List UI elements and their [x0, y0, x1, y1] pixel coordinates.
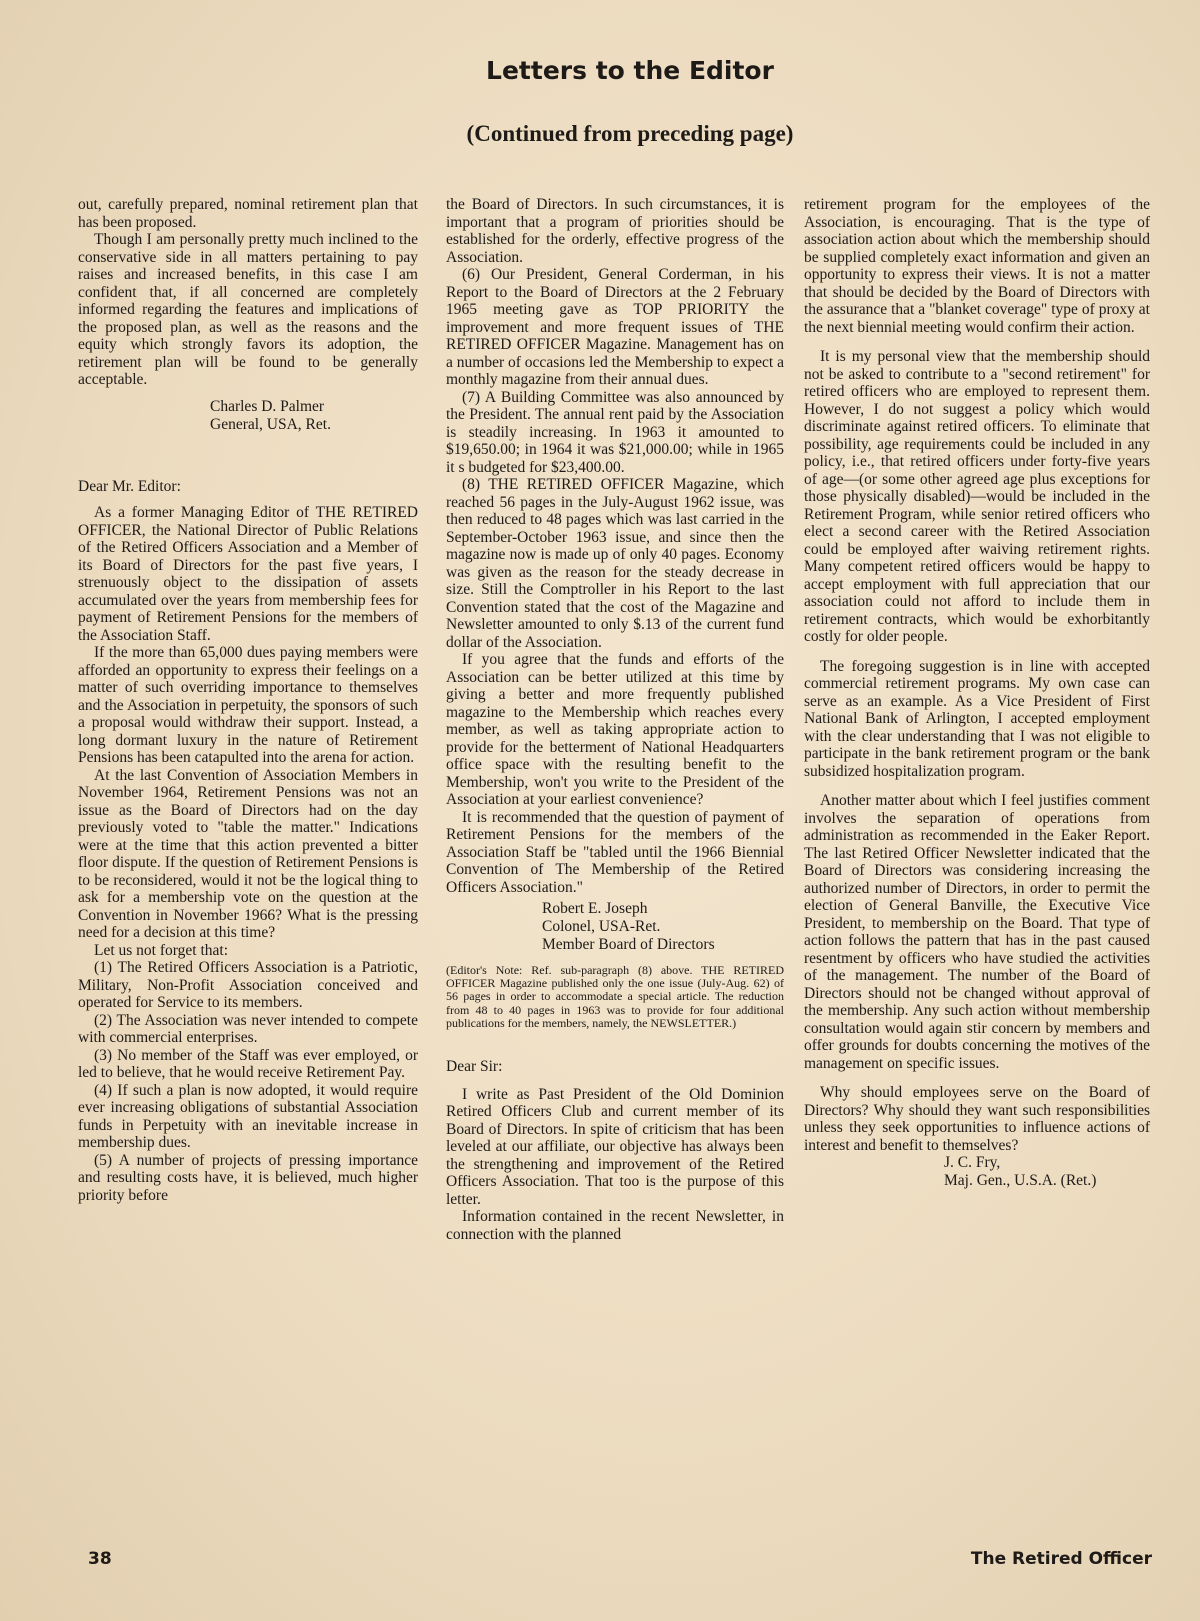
paragraph: It is my personal view that the membership should not be asked to contribute to a "second retirement" for retired officers who are employed to represent them. However, I do not suggest a policy which would discriminate against retired officers. To eliminate that possibility, age requirements could be included in any policy, i.e., that retired officers under forty-five years of age—(or some other agreed age plus exceptions for those physically disabled)—would be included in the Retirement Program, while senior retired officers who elect a second career with the Retired Association could be employed after waiving retirement rights. Many competent retired officers would be happy to accept employment with full appreciation that our association could not afford to include them in retirement contracts, which would be exhorbitantly costly for older people. [804, 348, 1150, 645]
paragraph: the Board of Directors. In such circumstances, it is important that a program of priorities should be established for the orderly, effective progress of the Association. [446, 196, 784, 266]
signature-name: J. C. Fry, [944, 1154, 1001, 1171]
column-3 [804, 196, 1150, 1190]
salutation: Dear Mr. Editor: [78, 477, 181, 495]
list-item: (5) A number of projects of pressing importance and resulting costs have, it is believed, much higher priority before [78, 1151, 418, 1204]
paragraph: I write as Past President of the Old Dominion Retired Officers Club and current member of its Board of Directors. In spite of criticism that has been leveled at our affiliate, our objective has always been the strengthening and improvement of the Retired Officers Association. That too is the purpose of this letter. [446, 1085, 784, 1208]
list-item: (6) Our President, General Corderman, in his Report to the Board of Directors at the 2 February 1965 meeting gave as TOP PRIORITY the improvement and more frequent issues of THE RETIRED OFFICER Magazine. Management has on a number of occasions led the Membership to expect a monthly magazine from their annual dues. [446, 266, 784, 388]
signature-rank: Maj. Gen., U.S.A. (Ret.) [944, 1172, 1097, 1189]
paragraph: Though I am personally pretty much inclined to the conservative side in all matters pertaining to pay raises and increased benefits, in this case I am confident that, if all concerned are completely informed regarding the features and implications of the proposed plan, as well as the reasons and the equity which strongly favors its adoption, the retirement plan will be found to be generally acceptable. [78, 231, 418, 388]
paragraph: If the more than 65,000 dues paying members were afforded an opportunity to express their feelings on a matter of such overriding importance to themselves and the Association in perpetuity, the sponsors of such a proposal would withdraw their support. Instead, a long dormant luxury in the nature of Retirement Pensions has been catapulted into the arena for action. [78, 644, 418, 766]
signature-fry [804, 1154, 1150, 1190]
page-title: Letters to the Editor [486, 56, 774, 85]
paragraph: Let us not forget that: [94, 941, 229, 959]
editors-note: (Editor's Note: Ref. sub-paragraph (8) above. THE RETIRED OFFICER Magazine published only the one issue (July-Aug. 62) of 56 pages in order to accommodate a special article. The reduction from 48 to 40 pages in 1963 was to provide for four additional publications for the members, namely, the NEWSLETTER.) [446, 963, 784, 1030]
list-item: (3) No member of the Staff was ever employed, or led to believe, that he would receive Retirement Pay. [78, 1046, 418, 1081]
list-item: (8) THE RETIRED OFFICER Magazine, which reached 56 pages in the July-August 1962 issue, was then reduced to 48 pages which was last carried in the September-October 1963 issue, and since then the magazine now is made up of only 40 pages. Economy was given as the reason for the steady decrease in size. Still the Comptroller in his Report to the last Convention stated that the cost of the Magazine and Newsletter amounted to only $.13 of the current fund dollar of the Association. [446, 476, 784, 651]
page-number: 38 [88, 1549, 112, 1569]
signature-rank: General, USA, Ret. [210, 415, 331, 433]
list-item: (2) The Association was never intended to compete with commercial enterprises. [78, 1011, 418, 1046]
signature-name: Charles D. Palmer [210, 397, 325, 415]
paragraph: out, carefully prepared, nominal retirement plan that has been proposed. [78, 196, 418, 231]
paragraph: Another matter about which I feel justifies comment involves the separation of operations from administration as recommended in the Eaker Report. The last Retired Officer Newsletter indicated that the Board of Directors was considering increasing the authorized number of Directors, in order to permit the election of General Banville, the Executive Vice President, to membership on the Board. That type of action follows the pattern that has in the past caused resentment by officers who have studied the activities of the management. The number of the Board of Directors should not be changed without approval of the membership. Any such action without membership consultation would again stir concern by members and offer grounds for doubts concerning the motives of the management on specific issues. [804, 792, 1150, 1072]
page-subtitle: (Continued from preceding page) [466, 121, 794, 146]
signature-palmer [78, 398, 418, 434]
paragraph: As a former Managing Editor of THE RETIRED OFFICER, the National Director of Public Relations of the Retired Officers Association and a Member of its Board of Directors for the past five years, I strenuously object to the dissipation of assets accumulated over the years from membership fees for payment of Retirement Pensions for the members of the Association Staff. [78, 504, 418, 644]
publication-name: The Retired Officer [970, 1549, 1152, 1569]
signature-name: Robert E. Joseph [542, 900, 648, 917]
signature-title: Member Board of Directors [542, 936, 715, 953]
column-2 [446, 196, 784, 1243]
paragraph: At the last Convention of Association Members in November 1964, Retirement Pensions was not an issue as the Board of Directors had on the day previously voted to "table the matter." Indications were at the time that this action prevented a bitter floor dispute. If the question of Retirement Pensions is to be reconsidered, would it not be the logical thing to ask for a membership vote on the question at the Convention in November 1966? What is the pressing need for a decision at this time? [78, 766, 418, 941]
paragraph: If you agree that the funds and efforts of the Association can be better utilized at this time by giving a better and more frequently published magazine to the Membership which reaches every member, as well as taking appropriate action to provide for the betterment of National Headquarters office space with the resulting benefit to the Membership, won't you write to the President of the Association at your earliest convenience? [446, 651, 784, 808]
signature-joseph [446, 900, 784, 954]
paragraph: Why should employees serve on the Board of Directors? Why should they want such responsibilities unless they seek opportunities to influence actions of interest and benefit to themselves? [804, 1084, 1150, 1154]
salutation: Dear Sir: [446, 1058, 503, 1076]
paragraph: It is recommended that the question of payment of Retirement Pensions for the members of the Association Staff be "tabled until the 1966 Biennial Convention of The Membership of the Retired Officers Association." [446, 808, 784, 896]
list-item: (1) The Retired Officers Association is a Patriotic, Military, Non-Profit Association conceived and operated for Service to its members. [78, 959, 418, 1011]
list-item: (4) If such a plan is now adopted, it would require ever increasing obligations of substantial Association funds in Perpetuity with an inevitable increase in membership dues. [78, 1081, 418, 1151]
paragraph: Information contained in the recent Newsletter, in connection with the planned [446, 1208, 784, 1243]
paragraph: The foregoing suggestion is in line with accepted commercial retirement programs. My own case can serve as an example. As a Vice President of First National Bank of Arlington, I accepted employment with the clear understanding that I was not eligible to participate in the bank retirement program or the bank subsidized hospitalization program. [804, 657, 1150, 780]
column-1 [78, 196, 418, 1204]
signature-rank: Colonel, USA-Ret. [542, 918, 661, 935]
list-item: (7) A Building Committee was also announced by the President. The annual rent paid by the Association is steadily increasing. In 1963 it amounted to $19,650.00; in 1964 it was $21,000.00; while in 1965 it s budgeted for $23,400.00. [446, 388, 784, 476]
paragraph: retirement program for the employees of the Association, is encouraging. That is the type of association action about which the membership should be supplied completely exact information and given an opportunity to express their views. It is not a matter that should be decided by the Board of Directors with the assurance that a "blanket coverage" type of proxy at the next biennial meeting would confirm their action. [804, 196, 1150, 336]
